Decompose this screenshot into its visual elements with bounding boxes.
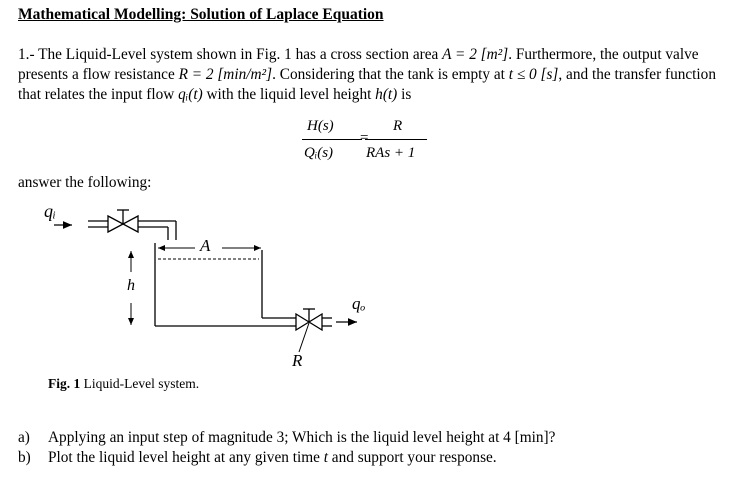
figure-caption-text: Liquid-Level system. [83, 376, 200, 391]
label-qo: qₒ [352, 294, 366, 313]
answer-prompt: answer the following: [18, 174, 152, 191]
question-b [18, 448, 555, 468]
page-title: Mathematical Modelling: Solution of Laplace Equation [18, 6, 384, 23]
input-flow-expression: qᵢ(t) [178, 86, 203, 103]
problem-text-6: is [401, 86, 412, 103]
outlet-valve-icon [296, 309, 322, 330]
problem-number: 1.- [18, 46, 35, 63]
question-variable: t [323, 449, 328, 466]
tf-lhs-denominator: Qᵢ(s) [304, 145, 334, 161]
tf-equals: = [360, 130, 369, 146]
inlet-valve-icon [108, 210, 138, 232]
inlet-pipe [88, 221, 176, 240]
figure-caption [48, 376, 199, 392]
tf-lhs-numerator: H(s) [307, 118, 334, 134]
problem-text-1: The Liquid-Level system shown in Fig. 1 has a cross section area [38, 46, 439, 63]
label-R: R [292, 351, 303, 370]
problem-text-4: , and the transfer function that relates the input flow [18, 66, 716, 103]
question-text: Applying an input step of magnitude 3; Which is the liquid level height at 4 [min]? [48, 429, 556, 446]
question-text-end: and support your response. [327, 449, 497, 466]
resistance-expression: R = 2 [min/m²] [178, 66, 273, 83]
area-expression: A = 2 [m²] [442, 46, 509, 63]
time-expression: t ≤ 0 [s] [508, 66, 559, 83]
question-label: a) [18, 429, 30, 446]
problem-text-5: with the liquid level height [206, 86, 372, 103]
height-expression: h(t) [375, 86, 398, 103]
question-list [18, 428, 555, 468]
question-label: b) [18, 449, 31, 466]
problem-text-2: . Furthermore, the output valve presents a flow resistance [18, 46, 699, 83]
tank [155, 243, 290, 326]
label-qi: qᵢ [44, 201, 56, 221]
label-A: A [200, 236, 211, 255]
question-a [18, 428, 555, 448]
tf-rhs-numerator: R [393, 118, 403, 134]
question-text: Plot the liquid level height at any given time [48, 449, 324, 466]
problem-text-3: . Considering that the tank is empty at [272, 66, 505, 83]
figure-caption-label: Fig. 1 [48, 376, 81, 391]
label-h: h [127, 277, 135, 294]
tf-rhs-denominator: RAs + 1 [366, 145, 416, 161]
